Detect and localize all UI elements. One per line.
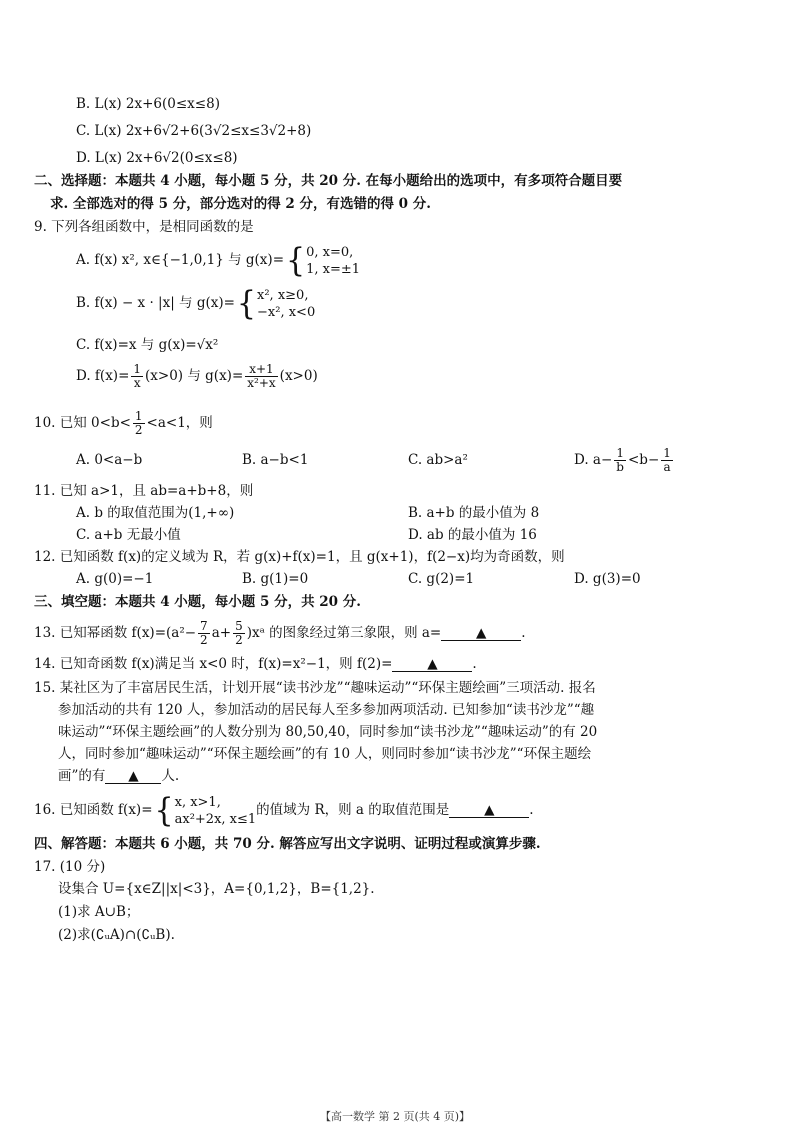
q16-case1: x, x>1,	[174, 794, 221, 810]
q17-part1: (1)求 A∪B；	[58, 904, 140, 920]
q10-stem-left: 10. 已知 0<b<	[34, 415, 131, 431]
q10-option-d	[574, 444, 675, 476]
section4-heading: 四、解答题：本题共 6 小题，共 70 分. 解答应写出文字说明、证明过程或演算步骤.	[34, 836, 541, 852]
q14-answer-blank[interactable]: ▲	[392, 657, 472, 672]
q10-stem	[34, 407, 213, 439]
q16-end: .	[529, 802, 534, 818]
q15-line1: 15. 某社区为了丰富居民生活，计划开展“读书沙龙”“趣味运动”“环保主题绘画”三项活动. 报名	[34, 680, 596, 696]
q13-right: )xᵃ 的图象经过第三象限，则 a=	[246, 625, 442, 641]
q12-option-a: A. g(0)=−1	[76, 571, 154, 587]
q9-stem: 9. 下列各组函数中，是相同函数的是	[34, 219, 254, 235]
q11-option-b: B. a+b 的最小值为 8	[408, 505, 540, 521]
q17-score: 17. (10 分)	[34, 859, 106, 875]
q9-d-num2: x+1	[245, 363, 277, 377]
q14-text: 14. 已知奇函数 f(x)满足当 x<0 时，f(x)=x²−1，则 f(2)=	[34, 656, 393, 672]
q13-answer-blank[interactable]: ▲	[441, 626, 521, 641]
q10-stem-num: 1	[134, 409, 143, 423]
q13	[34, 617, 526, 649]
q10-d-left: D. a−	[574, 452, 613, 468]
q9-d-mid: (x>0) 与 g(x)=	[145, 368, 244, 384]
q9-option-b	[76, 285, 315, 321]
q16-left: 16. 已知函数 f(x)=	[34, 802, 153, 818]
q13-den1: 2	[200, 633, 208, 647]
q10-d-frac1	[614, 447, 626, 474]
q9-a-left: A. f(x) x², x∈{−1,0,1} 与 g(x)=	[76, 252, 285, 268]
q9-b-cases	[257, 287, 315, 321]
q10-d-mid: <b−	[627, 452, 660, 468]
q12-option-d: D. g(3)=0	[574, 571, 641, 587]
q13-num1: 7	[200, 619, 208, 633]
q16	[34, 790, 534, 830]
q9-a-case2: 1, x=±1	[306, 261, 361, 277]
q15-line4: 人，同时参加“趣味运动”“环保主题绘画”的有 10 人，则同时参加“读书沙龙”“环保主题绘	[58, 746, 592, 762]
q9-d-num1: 1	[133, 362, 142, 376]
q9-b-case1: x², x≥0,	[257, 287, 309, 303]
q16-case2: ax²+2x, x≤1	[174, 811, 257, 827]
section3-heading: 三、填空题：本题共 4 小题，每小题 5 分，共 20 分.	[34, 594, 361, 610]
q10-stem-frac	[133, 410, 145, 437]
q11-option-c: C. a+b 无最小值	[76, 527, 181, 543]
q10-stem-den: 2	[134, 423, 143, 437]
q13-left: 13. 已知幂函数 f(x)=(a²−	[34, 625, 197, 641]
q13-mid: a+	[211, 625, 232, 641]
q13-end: .	[521, 625, 526, 641]
q10-d-frac2	[661, 447, 673, 474]
q15-line3: 味运动”“环保主题绘画”的人数分别为 80,50,40，同时参加“读书沙龙”“趣味运动”的有 20	[58, 724, 598, 740]
q9-a-case1: 0, x=0,	[306, 244, 354, 260]
q13-frac1	[198, 620, 210, 647]
q11-option-d: D. ab 的最小值为 16	[408, 527, 537, 543]
q14	[34, 655, 477, 673]
q9-d-right: (x>0)	[279, 368, 318, 384]
q10-stem-right: <a<1，则	[146, 415, 213, 431]
q9-option-a	[76, 242, 360, 278]
q15-line5-left: 画”的有	[58, 768, 106, 784]
q8-option-c: C. L(x) 2x+6√2+6(3√2≤x≤3√2+8)	[76, 123, 312, 139]
q9-d-frac2	[245, 363, 277, 390]
q13-num2: 5	[235, 619, 243, 633]
q14-end: .	[472, 656, 477, 672]
q15-line5-right: 人.	[161, 768, 180, 784]
brace-icon: {	[236, 283, 257, 323]
q16-cases	[175, 794, 257, 828]
q10-d-den1: b	[616, 460, 624, 474]
q10-d-den2: a	[663, 460, 671, 474]
q11-option-a: A. b 的取值范围为(1,+∞)	[76, 505, 235, 521]
q9-d-den1: x	[133, 376, 141, 390]
q12-option-c: C. g(2)=1	[408, 571, 475, 587]
q11-stem: 11. 已知 a>1，且 ab=a+b+8，则	[34, 483, 254, 499]
q9-b-left: B. f(x) − x · |x| 与 g(x)=	[76, 295, 235, 311]
q17-set: 设集合 U={x∈Z||x|<3}，A={0,1,2}，B={1,2}.	[58, 881, 375, 897]
q10-option-a: A. 0<a−b	[76, 452, 143, 468]
q15-answer-blank[interactable]: ▲	[105, 769, 161, 784]
q9-option-c: C. f(x)=x 与 g(x)=√x²	[76, 337, 219, 353]
q10-option-c: C. ab>a²	[408, 452, 468, 468]
q9-d-frac1	[131, 363, 143, 390]
q9-d-den2: x²+x	[247, 376, 276, 390]
brace-icon: {	[286, 240, 306, 280]
q10-d-num1: 1	[614, 447, 626, 461]
q13-den2: 2	[235, 633, 243, 647]
section2-heading-line1: 二、选择题：本题共 4 小题，每小题 5 分，共 20 分. 在每小题给出的选项中，有多项符合题目要	[34, 173, 623, 189]
q16-right: 的值域为 R，则 a 的取值范围是	[256, 802, 450, 818]
q10-option-b: B. a−b<1	[242, 452, 309, 468]
q8-option-d: D. L(x) 2x+6√2(0≤x≤8)	[76, 150, 238, 166]
q16-answer-blank[interactable]: ▲	[449, 803, 529, 818]
q10-d-num2: 1	[663, 446, 671, 460]
q13-frac2	[233, 620, 245, 647]
brace-icon: {	[154, 790, 174, 830]
q9-option-d	[76, 360, 318, 392]
q12-stem: 12. 已知函数 f(x)的定义域为 R，若 g(x)+f(x)=1，且 g(x+1)，f(2−x)均为奇函数，则	[34, 549, 565, 565]
page-footer: 【高一数学 第 2 页(共 4 页)】	[320, 1110, 471, 1123]
q17-part2: (2)求(∁ᵤA)∩(∁ᵤB).	[58, 927, 175, 943]
q15-line2: 参加活动的共有 120 人，参加活动的居民每人至多参加两项活动. 已知参加“读书沙龙”“趣	[58, 702, 595, 718]
q12-option-b: B. g(1)=0	[242, 571, 309, 587]
section2-heading-line2: 求. 全部选对的得 5 分，部分选对的得 2 分，有选错的得 0 分.	[50, 196, 431, 212]
q8-option-b: B. L(x) 2x+6(0≤x≤8)	[76, 96, 220, 112]
q9-a-cases	[306, 244, 360, 278]
q9-b-case2: −x², x<0	[257, 304, 316, 320]
q15-line5	[58, 767, 179, 785]
q9-d-left: D. f(x)=	[76, 368, 130, 384]
